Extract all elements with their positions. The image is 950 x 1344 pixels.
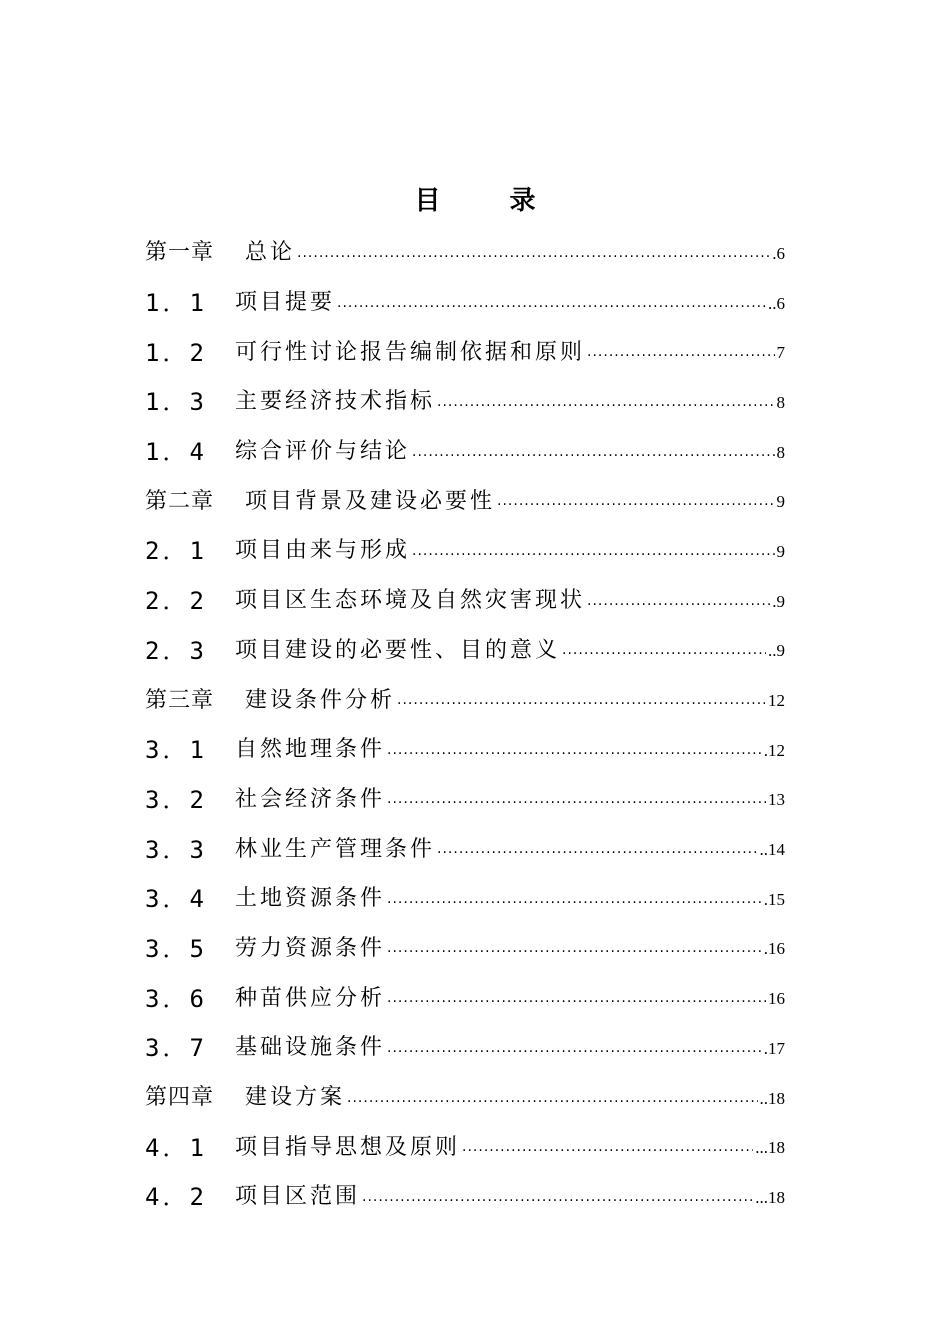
dot-leader xyxy=(387,742,762,758)
toc-entry-1-3[interactable] xyxy=(145,375,785,425)
toc-entry-2-2[interactable] xyxy=(145,574,785,624)
toc-entry-2-3[interactable] xyxy=(145,624,785,674)
toc-entry-3-2[interactable] xyxy=(145,773,785,823)
dot-leader xyxy=(297,245,770,261)
toc-entry-4-2[interactable] xyxy=(145,1170,785,1220)
toc-label: 劳力资源条件 xyxy=(235,935,386,961)
toc-entry-3-6[interactable] xyxy=(145,971,785,1021)
toc-number: 4．2 xyxy=(145,1183,207,1212)
dot-leader xyxy=(497,493,774,509)
toc-page-number: 7 xyxy=(776,343,785,363)
toc-number: 第一章 xyxy=(145,240,215,266)
dot-leader xyxy=(347,1090,757,1106)
toc-entry-chapter-4[interactable] xyxy=(145,1071,785,1121)
toc-label: 总论 xyxy=(245,240,296,266)
toc-page-number: .17 xyxy=(763,1038,785,1058)
toc-number: 3．4 xyxy=(145,885,207,914)
toc-page-number: .12 xyxy=(763,740,785,760)
dot-leader xyxy=(387,791,766,807)
toc-number: 4．1 xyxy=(145,1133,207,1162)
toc-page-number: .9 xyxy=(772,591,785,611)
toc-label: 可行性讨论报告编制依据和原则 xyxy=(235,339,586,365)
toc-page-number: ..18 xyxy=(759,1088,785,1108)
toc-page-number: 8 xyxy=(776,392,785,412)
toc-entry-1-2[interactable] xyxy=(145,325,785,375)
toc-page-number: .16 xyxy=(763,939,785,959)
toc-number: 1．2 xyxy=(145,338,207,367)
dot-leader xyxy=(437,841,757,857)
toc-page-number: .15 xyxy=(763,889,785,909)
dot-leader xyxy=(387,940,762,956)
dot-leader xyxy=(437,394,774,410)
toc-label: 林业生产管理条件 xyxy=(235,836,436,862)
toc-entry-3-3[interactable] xyxy=(145,822,785,872)
toc-number: 1．1 xyxy=(145,289,207,318)
toc-page-number: ..6 xyxy=(768,293,785,313)
toc-label: 项目区生态环境及自然灾害现状 xyxy=(235,588,586,614)
toc-page-number: ...18 xyxy=(755,1138,785,1158)
toc-label: 项目背景及建设必要性 xyxy=(245,488,496,514)
toc-page-number: 9 xyxy=(776,541,785,561)
toc-page-number: 16 xyxy=(768,989,785,1009)
toc-entry-3-1[interactable] xyxy=(145,723,785,773)
dot-leader xyxy=(387,891,762,907)
table-of-contents xyxy=(145,226,785,1220)
toc-label: 种苗供应分析 xyxy=(235,985,386,1011)
dot-leader xyxy=(587,344,774,360)
toc-page-number: ..9 xyxy=(768,641,785,661)
toc-entry-4-1[interactable] xyxy=(145,1120,785,1170)
toc-number: 3．7 xyxy=(145,1034,207,1063)
toc-entry-1-4[interactable] xyxy=(145,425,785,475)
toc-label: 项目提要 xyxy=(235,290,336,316)
toc-number: 1．3 xyxy=(145,388,207,417)
dot-leader xyxy=(412,444,774,460)
toc-number: 3．2 xyxy=(145,785,207,814)
dot-leader xyxy=(337,295,766,311)
toc-page-number: 12 xyxy=(768,691,785,711)
toc-entry-chapter-3[interactable] xyxy=(145,673,785,723)
toc-number: 3．1 xyxy=(145,736,207,765)
toc-label: 项目指导思想及原则 xyxy=(235,1134,461,1160)
toc-page-number: ..14 xyxy=(759,840,785,860)
dot-leader xyxy=(587,593,770,609)
toc-label: 项目建设的必要性、目的意义 xyxy=(235,637,561,663)
toc-page-number: 9 xyxy=(776,492,785,512)
toc-label: 综合评价与结论 xyxy=(235,439,411,465)
toc-entry-chapter-1[interactable] xyxy=(145,226,785,276)
toc-entry-3-4[interactable] xyxy=(145,872,785,922)
dot-leader xyxy=(562,642,766,658)
toc-label: 项目区范围 xyxy=(235,1184,361,1210)
dot-leader xyxy=(412,543,774,559)
toc-number: 第二章 xyxy=(145,488,215,514)
toc-number: 2．3 xyxy=(145,636,207,665)
toc-label: 建设条件分析 xyxy=(245,687,396,713)
toc-label: 基础设施条件 xyxy=(235,1035,386,1061)
toc-entry-chapter-2[interactable] xyxy=(145,474,785,524)
toc-number: 第三章 xyxy=(145,687,215,713)
toc-label: 土地资源条件 xyxy=(235,886,386,912)
toc-number: 2．1 xyxy=(145,537,207,566)
toc-entry-1-1[interactable] xyxy=(145,276,785,326)
toc-label: 项目由来与形成 xyxy=(235,538,411,564)
toc-label: 自然地理条件 xyxy=(235,737,386,763)
page-title: 目 录 xyxy=(414,186,566,216)
toc-page-number: 8 xyxy=(776,442,785,462)
toc-label: 社会经济条件 xyxy=(235,786,386,812)
toc-page-number: ...18 xyxy=(755,1187,785,1207)
dot-leader xyxy=(387,990,766,1006)
dot-leader xyxy=(397,692,766,708)
toc-label: 主要经济技术指标 xyxy=(235,389,436,415)
toc-page-number: 13 xyxy=(768,790,785,810)
toc-page-number: .6 xyxy=(772,243,785,263)
dot-leader xyxy=(362,1189,753,1205)
toc-number: 2．2 xyxy=(145,587,207,616)
toc-number: 3．6 xyxy=(145,984,207,1013)
dot-leader xyxy=(387,1040,762,1056)
toc-entry-3-7[interactable] xyxy=(145,1021,785,1071)
toc-number: 3．5 xyxy=(145,934,207,963)
toc-entry-3-5[interactable] xyxy=(145,922,785,972)
dot-leader xyxy=(462,1139,753,1155)
toc-entry-2-1[interactable] xyxy=(145,524,785,574)
toc-number: 3．3 xyxy=(145,835,207,864)
toc-label: 建设方案 xyxy=(245,1085,346,1111)
toc-number: 1．4 xyxy=(145,438,207,467)
toc-number: 第四章 xyxy=(145,1085,215,1111)
